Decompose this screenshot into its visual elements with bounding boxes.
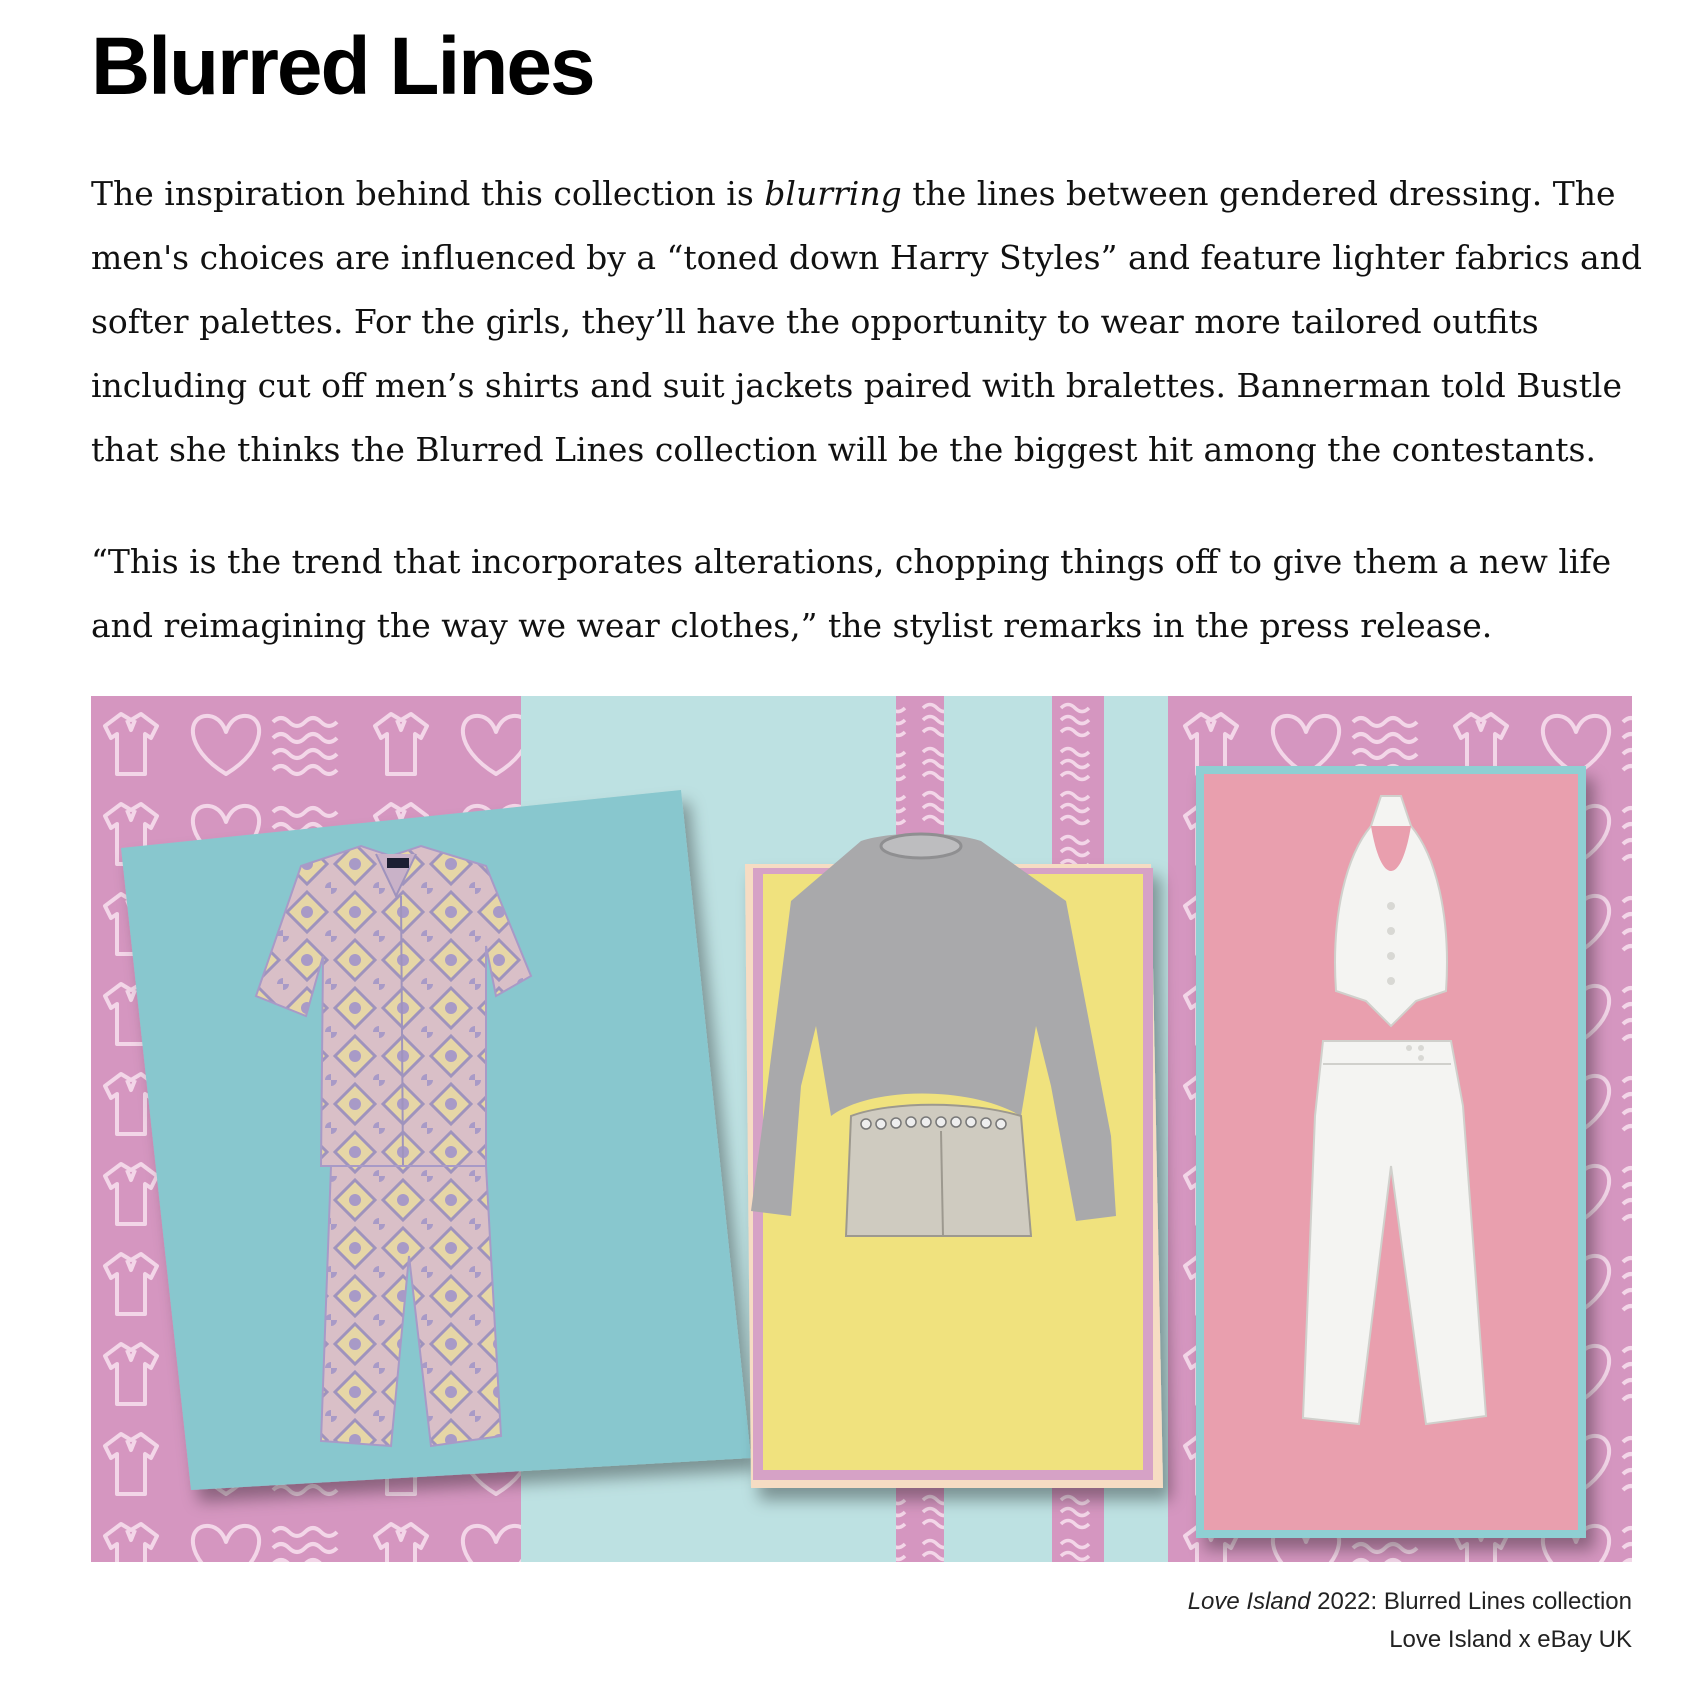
collection-image <box>91 696 1632 1562</box>
caption-text: 2022: Blurred Lines collection <box>1310 1588 1632 1615</box>
paragraph-1-rest: the lines between gendered dressing. The men's choices are influenced by a “toned down Harry Styles” and feature lighter fabrics and softer palettes. For the girls, they’ll have the opportunity to wear more tailored outfits including cut off men’s shirts and suit jackets paired with bralettes. Bannerman told Bustle that she thinks the Blurred Lines collection will be the biggest hit among the contestants. <box>91 174 1643 470</box>
collage-illustration <box>91 696 1632 1562</box>
paragraph-2: “This is the trend that incorporates alterations, chopping things off to give them a new life and reimagining the way we wear clothes,” the stylist remarks in the press release. <box>91 542 1612 646</box>
section-heading: Blurred Lines <box>91 21 594 112</box>
paragraph-1 <box>91 162 1651 482</box>
article <box>91 0 1643 658</box>
caption-show-name: Love Island <box>1187 1588 1311 1615</box>
paragraph-1-start: The inspiration behind this collection is <box>91 174 765 214</box>
paragraph-1-emphasis: blurring <box>764 174 902 214</box>
image-caption <box>1188 1583 1632 1659</box>
caption-title <box>1188 1583 1632 1621</box>
image-credit: Love Island x eBay UK <box>1389 1626 1632 1653</box>
